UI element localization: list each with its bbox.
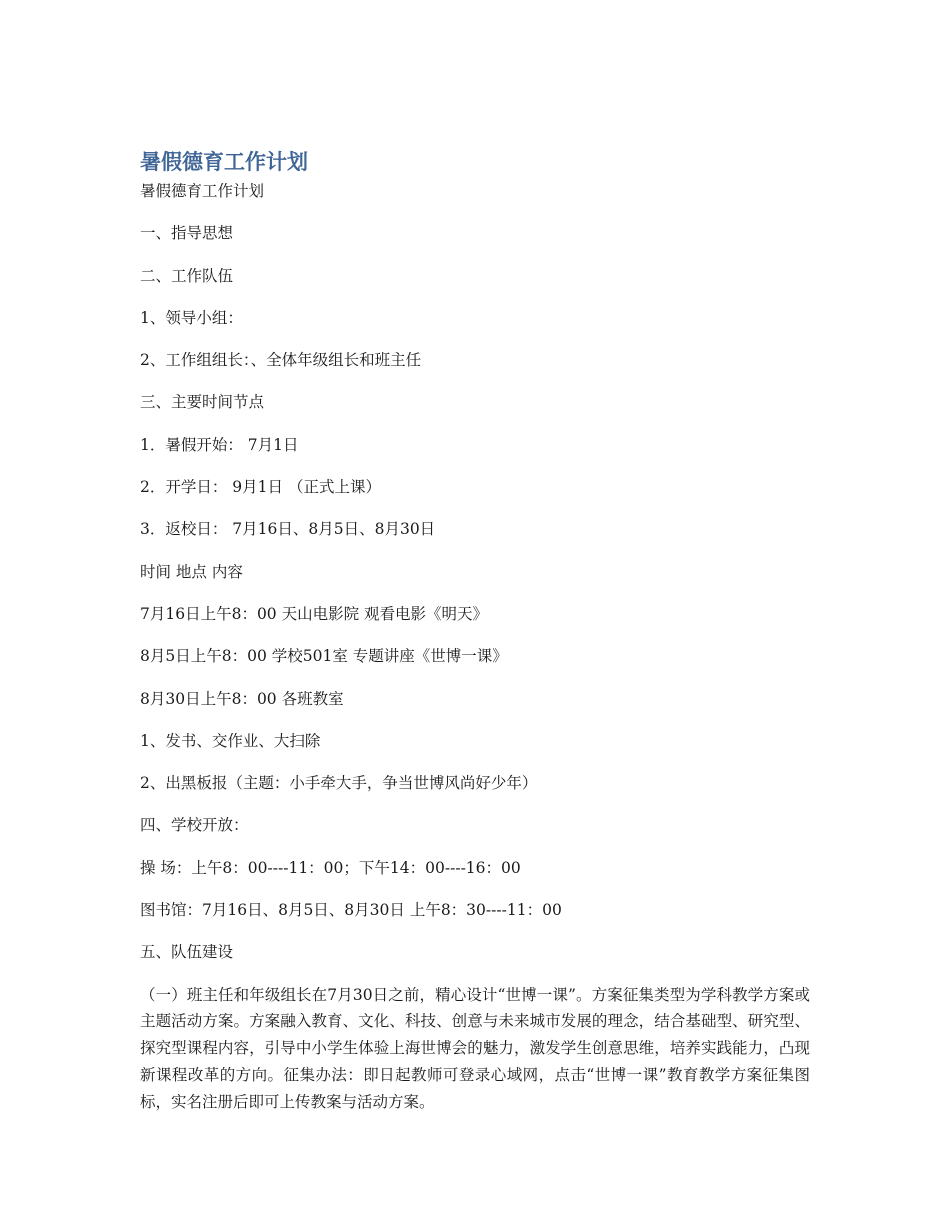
list-item-leadership-group: 1、领导小组： bbox=[140, 308, 243, 327]
section-heading-school-opening: 四、学校开放： bbox=[140, 816, 249, 835]
section-heading-guiding-thought: 一、指导思想 bbox=[140, 224, 234, 243]
list-item-return-days: 3．返校日： 7月16日、8月5日、8月30日 bbox=[140, 520, 436, 539]
opening-hours-library: 图书馆：7月16日、8月5日、8月30日 上午8：30----11：00 bbox=[140, 901, 562, 920]
document-title: 暑假德育工作计划 bbox=[140, 150, 308, 174]
schedule-row: 7月16日上午8：00 天山电影院 观看电影《明天》 bbox=[140, 604, 489, 623]
team-building-paragraph: （一）班主任和年级组长在7月30日之前，精心设计“世博一课”。方案征集类型为学科教学方案或主题活动方案。方案融入教育、文化、科技、创意与未来城市发展的理念，结合基础型、研究型、探究型课程内容，引导中小学生体验上海世博会的魅力，激发学生创意思维，培养实践能力，凸现新课程改革的方向。征集办法：即日起教师可登录心域网，点击“世博一课”教育教学方案征集图标，实名注册后即可上传教案与活动方案。 bbox=[140, 985, 810, 1111]
list-item-books-homework: 1、发书、交作业、大扫除 bbox=[140, 731, 321, 750]
schedule-row: 8月30日上午8：00 各班教室 bbox=[140, 689, 344, 708]
section-heading-team-building: 五、队伍建设 bbox=[140, 943, 234, 962]
schedule-header: 时间 地点 内容 bbox=[140, 562, 243, 581]
list-item-work-group-leader: 2、工作组组长：、全体年级组长和班主任 bbox=[140, 351, 422, 370]
schedule-row: 8月5日上午8：00 学校501室 专题讲座《世博一课》 bbox=[140, 647, 508, 666]
section-heading-work-team: 二、工作队伍 bbox=[140, 266, 234, 285]
opening-hours-playground: 操 场：上午8：00----11：00；下午14：00----16：00 bbox=[140, 858, 521, 877]
list-item-vacation-start: 1．暑假开始： 7月1日 bbox=[140, 435, 299, 454]
document-body bbox=[140, 146, 810, 1116]
section-heading-key-dates: 三、主要时间节点 bbox=[140, 393, 265, 412]
list-item-blackboard: 2、出黑板报（主题：小手牵大手，争当世博风尚好少年） bbox=[140, 774, 538, 793]
subtitle-line: 暑假德育工作计划 bbox=[140, 182, 265, 200]
list-item-school-start: 2．开学日： 9月1日 （正式上课） bbox=[140, 478, 381, 497]
